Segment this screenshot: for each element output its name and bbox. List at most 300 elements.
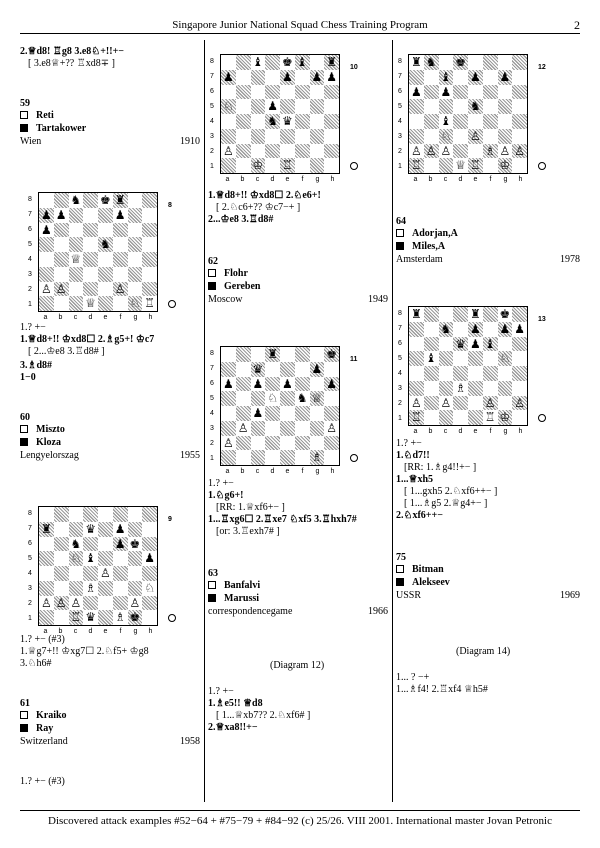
board-square: ♖ [484,410,496,425]
diagram-caption: (Diagram 14) [456,646,511,657]
board-square: ♙ [440,143,452,158]
board-square: ♟ [40,207,52,222]
game-number: 60 [20,412,30,423]
board-square [98,522,113,537]
board-square [498,85,513,100]
board-square [98,581,113,596]
board-square: ♚ [455,55,466,69]
board-square [265,70,280,85]
move-line: 1...♖xg6☐ 2.♖xe7 ♘xf5 3.♖hxh7# [208,514,357,525]
rank-labels: 8 7 6 5 4 3 2 1 [398,58,402,170]
board-square: ♟ [222,376,234,391]
page-number: 2 [574,18,580,32]
diagram-caption: (Diagram 12) [270,660,325,671]
board-square [236,450,251,465]
board-square [265,421,280,436]
board-square [221,421,236,436]
white-square-icon [396,229,404,237]
board-square [468,351,483,366]
move-line: 3.♗d8# [20,360,53,371]
board-square [498,396,513,411]
board-square [98,223,113,238]
board-square [54,566,69,581]
board-square [128,551,143,566]
game-number: 75 [396,552,406,563]
board-square [310,99,325,114]
chess-board [408,54,528,174]
board-square [424,158,439,173]
board-square: ♗ [311,450,323,465]
board-square [142,193,157,208]
black-player: Miles,A [396,241,445,252]
white-player: Kraiko [20,710,67,721]
board-square: ♝ [440,114,452,128]
board-square [409,337,424,352]
event-line: Lengyelorszag 1955 [20,450,200,461]
board-square [69,267,84,282]
board-square [236,70,251,85]
board-square [236,391,251,406]
board-square [142,267,157,282]
board-square [409,381,424,396]
board-square [69,522,84,537]
board-square: ♖ [70,610,82,625]
move-line: 1.? +− [208,686,234,697]
board-square [142,566,157,581]
board-square: ♖ [469,158,481,173]
board-square [251,450,266,465]
board-square [324,406,339,421]
board-square: ♟ [114,536,126,551]
board-square [483,114,498,129]
board-square [83,223,98,238]
board-square: ♙ [469,128,481,143]
board-square [69,237,84,252]
board-square [83,237,98,252]
file-labels: a b c d e f g h [43,314,153,321]
board-square [439,99,454,114]
board-square [295,436,310,451]
board-square [128,237,143,252]
board-square [295,362,310,377]
board-square [439,366,454,381]
board-square [98,296,113,311]
board-square [439,351,454,366]
board-square [498,114,513,129]
board-square [83,596,98,611]
board-square [39,296,54,311]
rank-labels: 8 7 6 5 4 3 2 1 [28,510,32,622]
board-square [113,551,128,566]
board-square [512,351,527,366]
move-line: 1.♕d8+!! ♔xd8☐ 2.♗g5+! ♔c7 [20,334,155,345]
board-square [236,99,251,114]
board-square [221,158,236,173]
board-square: ♖ [410,158,422,173]
event-line: Switzerland 1958 [20,736,200,747]
file-labels: a b c d e f g h [413,428,523,435]
board-square: ♙ [514,143,525,158]
board-square [142,537,157,552]
board-square [39,551,54,566]
board-square: ♞ [267,114,278,128]
board-square [221,347,236,362]
board-square [54,223,69,238]
board-square [39,507,54,522]
board-square [280,421,295,436]
board-square [310,347,325,362]
board-square: ♙ [99,566,111,580]
board-square [310,158,325,173]
diagram-number: 11 [350,356,358,363]
board-square [498,381,513,396]
board-square: ♞ [70,536,82,551]
black-player: Gereben [208,281,260,292]
white-square-icon [208,581,216,589]
board-square: ♞ [296,391,308,406]
board-square: ♙ [499,143,511,158]
board-square [324,129,339,144]
variation-line: [ 1...♗g5 2.♕g4+− ] [404,498,488,509]
move-line: 1.♘g6+! [208,490,244,501]
board-square: ♜ [410,55,422,69]
board-square [483,55,498,70]
move-line: 2.♕xa8!!+− [208,722,258,733]
board-square: ♙ [425,143,437,158]
board-square [310,377,325,392]
board-square [409,99,424,114]
board-square [98,596,113,611]
board-square [221,406,236,421]
board-square: ♕ [70,252,82,266]
board-square [483,381,498,396]
board-square: ♙ [222,143,234,158]
move-line: 1.? +− [208,478,234,489]
variation-line: [ 1...gxh5 2.♘xf6++− ] [404,486,498,497]
board-square: ♟ [114,207,126,222]
board-square [251,70,266,85]
board-square [483,158,498,173]
board-square: ♟ [55,207,67,222]
board-square [324,144,339,159]
board-square [236,436,251,451]
board-square [39,566,54,581]
black-player: Tartakower [20,123,86,134]
board-square [498,366,513,381]
board-square [221,55,236,70]
board-square [221,450,236,465]
board-square [251,347,266,362]
white-player: Miszto [20,424,65,435]
board-square [128,581,143,596]
board-square [236,362,251,377]
board-square: ♘ [144,580,155,595]
chess-board [38,506,158,626]
board-square [424,381,439,396]
board-square [453,396,468,411]
board-square [98,537,113,552]
board-square [498,129,513,144]
board-square [39,537,54,552]
board-square [251,85,266,100]
board-square: ♙ [484,395,496,410]
side-to-move-icon [168,614,176,622]
board-square [265,450,280,465]
board-square: ♙ [222,435,234,450]
board-square [468,144,483,159]
board-square [236,347,251,362]
board-square: ♝ [440,69,452,84]
board-square [265,158,280,173]
board-square [483,70,498,85]
board-square [265,377,280,392]
board-square [69,507,84,522]
board-square: ♞ [425,55,437,69]
file-labels: a b c d e f g h [225,468,335,475]
board-square [39,193,54,208]
board-square [236,85,251,100]
board-square [113,237,128,252]
board-square [251,99,266,114]
board-square [128,193,143,208]
board-square [295,99,310,114]
board-square: ♞ [70,193,82,207]
board-square [113,296,128,311]
white-player: Adorjan,A [396,228,458,239]
board-square [468,396,483,411]
board-square: ♗ [484,143,496,158]
board-square: ♜ [114,193,126,207]
board-square [142,282,157,297]
board-square [424,99,439,114]
board-square [221,391,236,406]
board-square: ♚ [129,610,141,625]
board-square [54,581,69,596]
board-square: ♟ [514,321,525,336]
board-square [483,129,498,144]
board-square [98,208,113,223]
board-square [128,522,143,537]
board-square [453,307,468,322]
event-line: Amsterdam 1978 [396,254,580,265]
board-square: ♟ [267,99,278,114]
board-square: ♝ [296,55,308,69]
board-square: ♘ [222,99,234,114]
board-square: ♟ [311,69,323,84]
white-player: Flohr [208,268,248,279]
board-square [83,507,98,522]
board-square [424,70,439,85]
board-square [424,307,439,322]
board-square [39,581,54,596]
board-square: ♟ [311,361,323,376]
board-square: ♚ [99,193,111,207]
board-square [310,421,325,436]
variation-line: [ 2...♔e8 3.♖d8# ] [28,346,105,357]
board-square: ♕ [311,391,323,406]
board-square [409,129,424,144]
board-square [83,267,98,282]
board-square: ♙ [55,595,67,610]
board-square [324,114,339,129]
event-line: Wien 1910 [20,136,200,147]
board-square [251,436,266,451]
board-square: ♔ [499,410,511,425]
board-square: ♙ [410,143,422,158]
move-line: 2.♕d8! ♖g8 3.e8♘+!!+− [20,46,124,57]
board-square: ♞ [469,99,481,114]
board-square [483,99,498,114]
board-square [424,85,439,100]
board-square [409,322,424,337]
board-square: ♜ [410,307,422,321]
move-line: 1.♘d7!! [396,450,430,461]
board-square [128,223,143,238]
board-square [280,406,295,421]
board-square [265,436,280,451]
board-square [280,347,295,362]
board-square [424,410,439,425]
board-square [280,391,295,406]
board-square [424,337,439,352]
side-to-move-icon [538,162,546,170]
board-square [453,85,468,100]
board-square [128,252,143,267]
board-square [295,158,310,173]
board-square [468,381,483,396]
board-square [236,377,251,392]
black-square-icon [20,438,28,446]
board-square [98,252,113,267]
board-square [280,99,295,114]
board-square [236,55,251,70]
board-square [324,450,339,465]
board-square [113,252,128,267]
board-square [453,144,468,159]
black-square-icon [20,124,28,132]
board-square [54,237,69,252]
move-line: 2.♘xf6++− [396,510,443,521]
variation-line: [RR: 1.♕xf6+− ] [216,502,285,513]
column-divider-1 [204,40,205,802]
board-square: ♟ [326,69,337,84]
board-square [310,436,325,451]
move-line: 1...♕xh5 [396,474,434,485]
rank-labels: 8 7 6 5 4 3 2 1 [28,196,32,308]
board-square: ♛ [85,610,96,625]
move-line: 1.♗e5!! ♕d8 [208,698,263,709]
board-square: ♘ [70,551,82,566]
board-square: ♞ [99,237,111,252]
board-square: ♙ [40,281,52,296]
board-square [512,55,527,70]
board-square [295,421,310,436]
board-square: ♘ [440,128,452,143]
white-player: Reti [20,110,54,121]
board-square [424,322,439,337]
board-square: ♗ [455,380,466,395]
rank-labels: 8 7 6 5 4 3 2 1 [210,350,214,462]
board-square [54,267,69,282]
footer-text: Discovered attack examples #52−64 + #75−79 + #84−92 (c) 25/26. VIII 2001. International master Jovan Petronic [48,815,552,827]
board-square [512,381,527,396]
board-square: ♛ [281,114,293,128]
board-square [409,366,424,381]
board-square [409,70,424,85]
board-square [221,114,236,129]
board-square [113,267,128,282]
file-labels: a b c d e f g h [43,628,153,635]
board-square [83,282,98,297]
board-square [265,85,280,100]
black-square-icon [396,578,404,586]
board-square: ♚ [281,55,293,69]
white-square-icon [20,711,28,719]
board-square [142,522,157,537]
board-square [69,208,84,223]
result: 1−0 [20,372,36,383]
game-number: 64 [396,216,406,227]
board-square [142,252,157,267]
move-line: 1.? +− (#3) [20,776,65,787]
board-square [142,507,157,522]
board-square [468,114,483,129]
board-square [310,129,325,144]
column-divider-2 [392,40,393,802]
black-player: Ray [20,723,53,734]
variation-line: [ 1...♕xb7?? 2.♘xf6# ] [216,710,311,721]
board-square [295,144,310,159]
board-square: ♟ [469,69,481,84]
black-player: Kloza [20,437,61,448]
board-square: ♗ [85,580,96,595]
board-square: ♖ [281,158,293,173]
board-square [83,566,98,581]
event-line: correspondencegame 1966 [208,606,388,617]
variation-line: [or: 3.♖exh7# ] [216,526,280,537]
variation-line: [RR: 1.♗g4!!+− ] [404,462,477,473]
black-square-icon [208,594,216,602]
chess-board [220,54,340,174]
board-square [439,337,454,352]
board-square [128,566,143,581]
board-square [310,144,325,159]
black-square-icon [208,282,216,290]
board-square [265,406,280,421]
board-square [236,158,251,173]
board-square [236,144,251,159]
board-square: ♖ [410,410,422,425]
board-square [128,267,143,282]
board-square: ♟ [499,321,511,336]
board-square [310,406,325,421]
board-square [310,85,325,100]
board-square [69,223,84,238]
board-square: ♟ [114,521,126,536]
board-square [295,406,310,421]
diagram-number: 12 [538,64,546,71]
board-square [98,507,113,522]
board-square [439,55,454,70]
board-square: ♜ [326,55,337,69]
rank-labels: 8 7 6 5 4 3 2 1 [210,58,214,170]
board-square [83,252,98,267]
board-square [39,237,54,252]
board-square [221,362,236,377]
white-square-icon [208,269,216,277]
board-square [424,366,439,381]
board-square [236,114,251,129]
